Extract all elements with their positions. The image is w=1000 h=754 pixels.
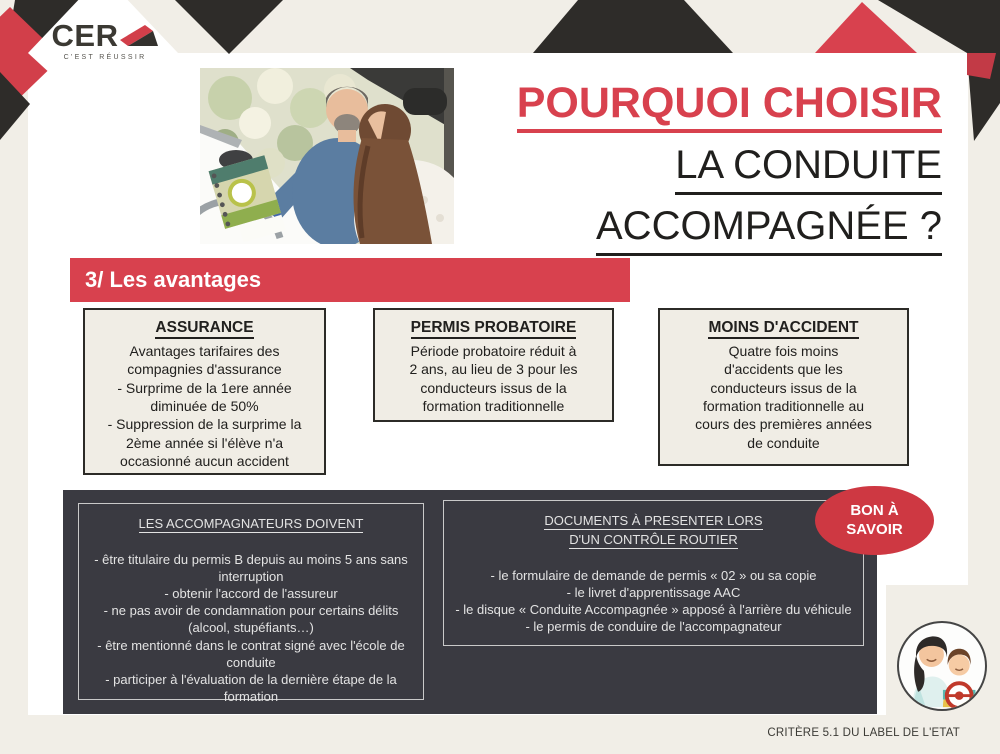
title-line-2	[517, 143, 942, 187]
boy-figure	[943, 649, 975, 708]
advantage-box-permis-probatoire	[373, 308, 614, 422]
triangle-decoration	[175, 0, 283, 54]
panel-item: - le permis de conduire de l'accompagnateur	[525, 619, 782, 635]
advantage-line: 2ème année si l'élève n'a	[125, 434, 284, 451]
cer-logo-tagline: C'EST RÉUSSIR	[63, 54, 147, 61]
accompanied-driving-cartoon	[899, 623, 985, 709]
section-banner	[70, 258, 630, 302]
advantage-line: diminuée de 50%	[150, 397, 259, 414]
section-heading: 3/ Les avantages	[85, 267, 262, 292]
title-line-1	[517, 80, 942, 126]
advantage-body	[375, 342, 612, 415]
cer-logo	[46, 20, 164, 61]
info-panel	[63, 490, 877, 714]
panel-heading-text: LES ACCOMPAGNATEURS DOIVENT	[138, 516, 364, 531]
car-lesson-photo	[200, 68, 454, 244]
advantage-title-text: MOINS D'ACCIDENT	[708, 319, 858, 339]
advantage-line: d'accidents que les	[724, 361, 843, 378]
advantage-line: conducteurs issus de la	[420, 379, 567, 396]
advantage-body	[85, 342, 324, 470]
advantage-line: Avantages tarifaires des	[129, 343, 280, 359]
advantage-line: occasionné aucun accident	[120, 452, 289, 469]
panel-item: - être mentionné dans le contrat signé avec l'école de conduite	[97, 637, 405, 670]
panel-heading	[79, 515, 423, 534]
advantage-line: formation traditionnelle au	[702, 397, 865, 414]
advantage-line: Période probatoire réduit à	[410, 343, 577, 359]
panel-heading	[444, 512, 863, 550]
accompanied-driving-icon	[897, 621, 987, 711]
cer-logo-row	[46, 20, 164, 51]
advantage-box-moins-daccident	[658, 308, 909, 466]
advantage-title	[85, 319, 324, 337]
advantage-title	[375, 319, 612, 337]
advantage-line: - Suppression de la surprime la	[107, 416, 302, 433]
cer-logo-text: CER	[51, 18, 119, 53]
title-line-1-text: POURQUOI CHOISIR	[517, 79, 942, 133]
advantage-line: cours des premières années	[695, 416, 872, 433]
badge-line-2: SAVOIR	[846, 520, 903, 538]
advantage-title-text: PERMIS PROBATOIRE	[411, 319, 577, 339]
advantage-line: de conduite	[747, 434, 820, 451]
advantage-body	[660, 342, 907, 452]
advantage-line: - Surprime de la 1ere année	[117, 379, 292, 396]
panel-item: - être titulaire du permis B depuis au moins 5 ans sans interruption	[94, 551, 408, 584]
advantage-title	[660, 319, 907, 337]
cer-flag-icon	[120, 23, 158, 47]
panel-item: - le livret d'apprentissage AAC	[566, 584, 741, 600]
info-panel-accompagnateurs	[78, 503, 424, 705]
panel-heading-text: DOCUMENTS À PRESENTER LORS	[544, 513, 763, 528]
advantage-line: 2 ans, au lieu de 3 pour les	[409, 361, 578, 378]
panel-items	[79, 551, 423, 705]
badge-line-1: BON À	[850, 501, 899, 519]
bon-a-savoir-badge	[815, 486, 934, 555]
panel-heading-text: D'UN CONTRÔLE ROUTIER	[569, 531, 738, 547]
page-title	[517, 80, 942, 248]
title-line-3	[517, 204, 942, 248]
advantage-title-text: ASSURANCE	[155, 319, 253, 339]
advantage-line: formation traditionnelle	[422, 397, 565, 414]
title-line-2-text: LA CONDUITE	[675, 143, 942, 195]
advantage-box-assurance	[83, 308, 326, 475]
info-panel-documents	[443, 500, 864, 646]
panel-item: - obtenir l'accord de l'assureur	[164, 586, 338, 602]
mountain-triangle-decoration	[533, 0, 733, 53]
panel-item: - le disque « Conduite Accompagnée » apposé à l'arrière du véhicule	[455, 602, 852, 617]
advantage-line: conducteurs issus de la	[710, 379, 857, 396]
panel-item: - le formulaire de demande de permis « 02 » ou sa copie	[490, 567, 817, 583]
panel-item: - participer à l'évaluation de la dernière étape de la formation	[105, 671, 397, 705]
advantage-line: compagnies d'assurance	[127, 361, 282, 378]
advantage-line: Quatre fois moins	[728, 343, 839, 359]
panel-items	[444, 567, 863, 636]
title-line-3-text: ACCOMPAGNÉE ?	[596, 204, 942, 256]
panel-item: - ne pas avoir de condamnation pour certains délits (alcool, stupéfiants…)	[103, 603, 399, 636]
footer-note: CRITÈRE 5.1 DU LABEL DE L'ETAT	[767, 727, 960, 739]
